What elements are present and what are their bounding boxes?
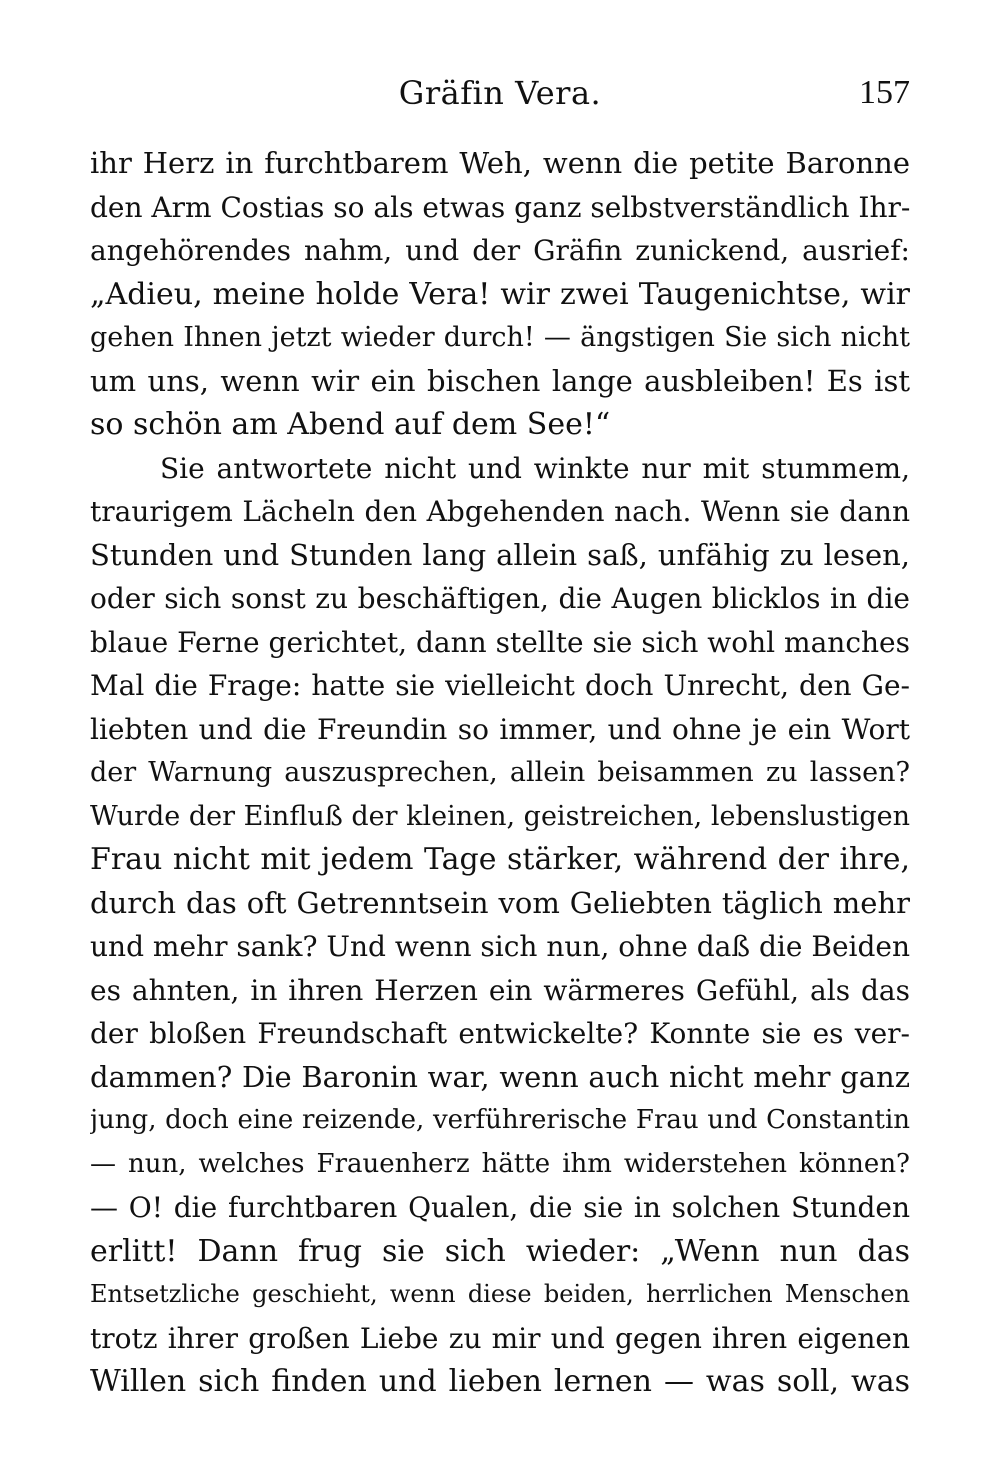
text-line: den Arm Costias so als etwas ganz selbstverständlich Ihr- (90, 190, 910, 224)
text-line: Entsetzliche geschieht, wenn diese beiden, herrlichen Menschen (90, 1280, 910, 1308)
text-line: der bloßen Freundschaft entwickelte? Konnte sie es ver- (90, 1017, 910, 1050)
text-line: „Adieu, meine holde Vera! wir zwei Taugenichtse, wir (90, 276, 910, 312)
text-line: erlitt! Dann frug sie sich wieder: „Wenn nun das (90, 1233, 910, 1269)
text-line: durch das oft Getrenntsein vom Geliebten täglich mehr (90, 885, 910, 920)
text-line: gehen Ihnen jetzt wieder durch! — ängstigen Sie sich nicht (90, 322, 910, 353)
body-text (90, 142, 910, 1404)
text-line: um uns, wenn wir ein bischen lange ausbleiben! Es ist (90, 363, 910, 398)
paragraph-start-line: Sie antwortete nicht und winkte nur mit stummem, (160, 451, 910, 485)
text-line: der Warnung auszusprechen, allein beisammen zu lassen? (90, 757, 910, 788)
text-line: so schön am Abend auf dem See!“ (90, 407, 611, 442)
text-line: jung, doch eine reizende, verführerische Frau und Constantin (90, 1105, 910, 1135)
text-line: es ahnten, in ihren Herzen ein wärmeres Gefühl, als das (90, 973, 910, 1007)
page-number: 157 (859, 74, 910, 111)
running-title: Gräfin Vera. (398, 74, 602, 112)
text-line: traurigem Lächeln den Abgehenden nach. Wenn sie dann (90, 495, 910, 528)
text-line: ihr Herz in furchtbarem Weh, wenn die petite Baronne (90, 146, 910, 180)
text-line: Wurde der Einfluß der kleinen, geistreichen, lebenslustigen (90, 800, 910, 832)
text-line: dammen? Die Baronin war, wenn auch nicht mehr ganz (90, 1059, 910, 1094)
text-line: oder sich sonst zu beschäftigen, die Augen blicklos in die (90, 582, 910, 615)
text-line: blaue Ferne gerichtet, dann stellte sie sich wohl manches (90, 625, 910, 659)
text-line: angehörendes nahm, und der Gräfin zunickend, ausrief: (90, 234, 910, 267)
text-line: liebten und die Freundin so immer, und ohne je ein Wort (90, 712, 910, 746)
text-line: Stunden und Stunden lang allein saß, unfähig zu lesen, (90, 537, 910, 572)
text-line: Mal die Frage: hatte sie vielleicht doch Unrecht, den Ge- (90, 669, 910, 702)
text-line: — O! die furchtbaren Qualen, die sie in solchen Stunden (90, 1191, 910, 1224)
page-header (90, 68, 910, 118)
text-line: Willen sich finden und lieben lernen — was soll, was (90, 1364, 910, 1399)
text-line: — nun, welches Frauenherz hätte ihm widerstehen können? (90, 1148, 910, 1179)
text-line: Frau nicht mit jedem Tage stärker, während der ihre, (90, 842, 910, 877)
text-line: trotz ihrer großen Liebe zu mir und gegen ihren eigenen (90, 1321, 910, 1355)
text-line: und mehr sank? Und wenn sich nun, ohne daß die Beiden (90, 930, 910, 963)
